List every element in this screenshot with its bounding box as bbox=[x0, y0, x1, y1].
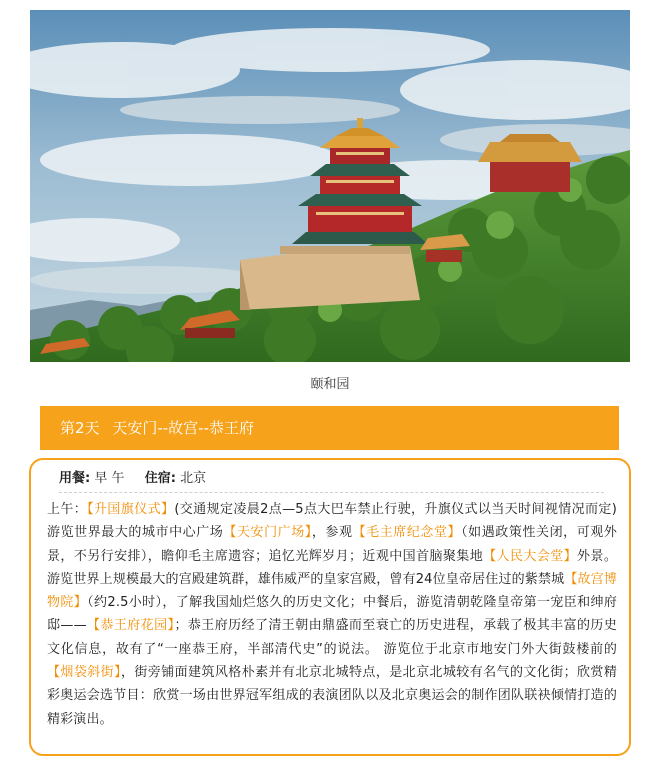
day-label: 第2天 bbox=[60, 419, 100, 437]
attraction-flag-ceremony: 【升国旗仪式】 bbox=[87, 502, 175, 517]
stay-label: 住宿: bbox=[144, 471, 176, 486]
desc-segment: （约2.5小时），了解我国灿烂悠久的历史文化；中餐后，游览清朝乾隆皇帝第一宠臣和绅府邸—— bbox=[47, 595, 617, 634]
desc-segment: ；恭王府历经了清王朝由鼎盛而至衰亡的历史进程，承载了极其丰富的历史文化信息，故有了“一座恭王府，半部清代史”的说法。 游览位于北京市地安门外大街鼓楼前的 bbox=[47, 618, 617, 657]
desc-segment: ，街旁铺面建筑风格朴素并有北京北城特点，是北京北城较有名气的文化街；欣赏精彩奥运会选节目：欣赏一场由世界冠军组成的表演团队以及北京奥运会的制作团队联袂倾情打造的精彩演出。 bbox=[47, 665, 617, 727]
attraction-palace-museum: 【故宫博物院】 bbox=[47, 571, 617, 611]
meal-label: 用餐: bbox=[59, 471, 91, 486]
stay-value: 北京 bbox=[180, 471, 207, 486]
day-route: 天安门--故宫--恭王府 bbox=[112, 419, 254, 437]
desc-segment: (交通规定凌晨2点—5点大巴车禁止行驶，升旗仪式以当天时间视情况而定)游览世界最大的城市中心广场 bbox=[47, 502, 617, 541]
meal-stay-row bbox=[59, 468, 604, 493]
itinerary-description bbox=[47, 498, 617, 731]
attraction-prince-gong-garden: 【恭王府花园】 bbox=[86, 618, 175, 634]
desc-segment: ，参观 bbox=[311, 525, 353, 541]
attraction-mao-mausoleum: 【毛主席纪念堂】 bbox=[352, 525, 462, 541]
desc-segment: （如遇政策性关闭，可观外景，不另行安排），瞻仰毛主席遗容；追忆光辉岁月；近观中国首脑聚集地 bbox=[47, 525, 617, 564]
photo-caption: 颐和园 bbox=[310, 377, 350, 392]
attraction-yandai-street: 【烟袋斜街】 bbox=[47, 665, 121, 681]
attraction-great-hall: 【人民大会堂】 bbox=[483, 548, 578, 564]
itinerary-box bbox=[29, 458, 631, 756]
day-header-bar bbox=[40, 406, 619, 450]
meal-value: 早 午 bbox=[94, 471, 125, 486]
desc-segment: 外景。游览世界上规模最大的宫殿建筑群，雄伟威严的皇家宫殿，曾有24位皇帝居住过的紫禁城 bbox=[47, 548, 617, 587]
attraction-tiananmen-square: 【天安门广场】 bbox=[223, 525, 312, 541]
summer-palace-photo bbox=[30, 10, 630, 362]
desc-segment: 上午： bbox=[47, 502, 88, 517]
